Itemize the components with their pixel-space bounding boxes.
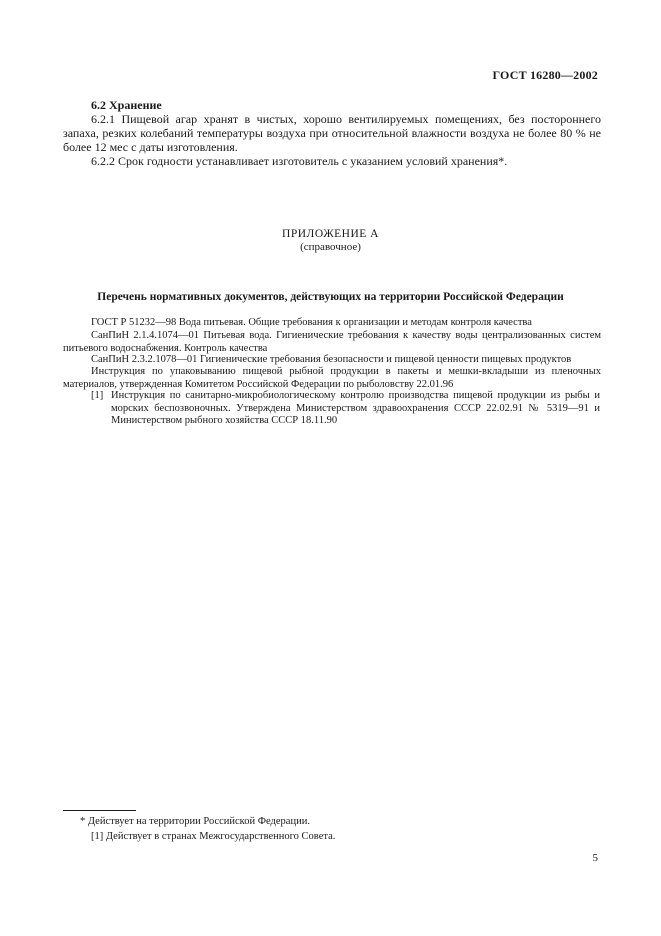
paragraph-6-2-2 (63, 154, 601, 168)
reference-number: [1] (91, 390, 104, 401)
reference-item (63, 317, 601, 330)
appendix-title: ПРИЛОЖЕНИЕ А (282, 228, 379, 240)
reference-item (63, 330, 601, 355)
appendix-subtitle: (справочное) (300, 241, 361, 253)
footnote-asterisk: * Действует на территории Российской Федерации. (80, 816, 310, 827)
reference-item-text: ГОСТ Р 51232—98 Вода питьевая. Общие требования к организации и методам контроля качества (91, 317, 532, 328)
reference-item-text: Инструкция по упаковыванию пищевой рыбной продукции в пакеты и мешки-вкладыши из пленочных материалов, утвержденная Комитетом Российской Федерации по рыболовству 22.01.96 (63, 366, 601, 390)
reference-item-text: СанПиН 2.1.4.1074—01 Питьевая вода. Гигиенические требования к качеству воды централизованных систем питьевого водоснабжения. Контроль качества (63, 330, 601, 354)
section-heading: 6.2 Хранение (91, 98, 162, 112)
footnote-1: [1] Действует в странах Межгосударственного Совета. (91, 831, 336, 842)
reference-list-title: Перечень нормативных документов, действующих на территории Российской Федерации (97, 291, 564, 303)
reference-item (63, 366, 601, 391)
paragraph-6-2-1 (63, 112, 601, 154)
paragraph-6-2-2-text: 6.2.2 Срок годности устанавливает изготовитель с указанием условий хранения*. (91, 154, 508, 168)
reference-item (63, 354, 601, 367)
page-number: 5 (592, 852, 598, 864)
standard-number: ГОСТ 16280—2002 (492, 68, 598, 82)
reference-item-text: СанПиН 2.3.2.1078—01 Гигиенические требования безопасности и пищевой ценности пищевых продуктов (91, 354, 572, 365)
footnote-divider (63, 810, 136, 811)
numbered-reference-text: Инструкция по санитарно-микробиологическому контролю производства пищевой продукции из рыбы и морских беспозвоночных. Утверждена Министерством здравоохранения СССР 22.02.91 № 5319—91 и Министерством рыбного хозяйства СССР 18.11.90 (111, 390, 600, 426)
paragraph-6-2-1-text: 6.2.1 Пищевой агар хранят в чистых, хорошо вентилируемых помещениях, без постороннего запаха, резких колебаний температуры воздуха при относительной влажности воздуха не более 80 % не более 12 мес с даты изготовления. (63, 112, 601, 154)
